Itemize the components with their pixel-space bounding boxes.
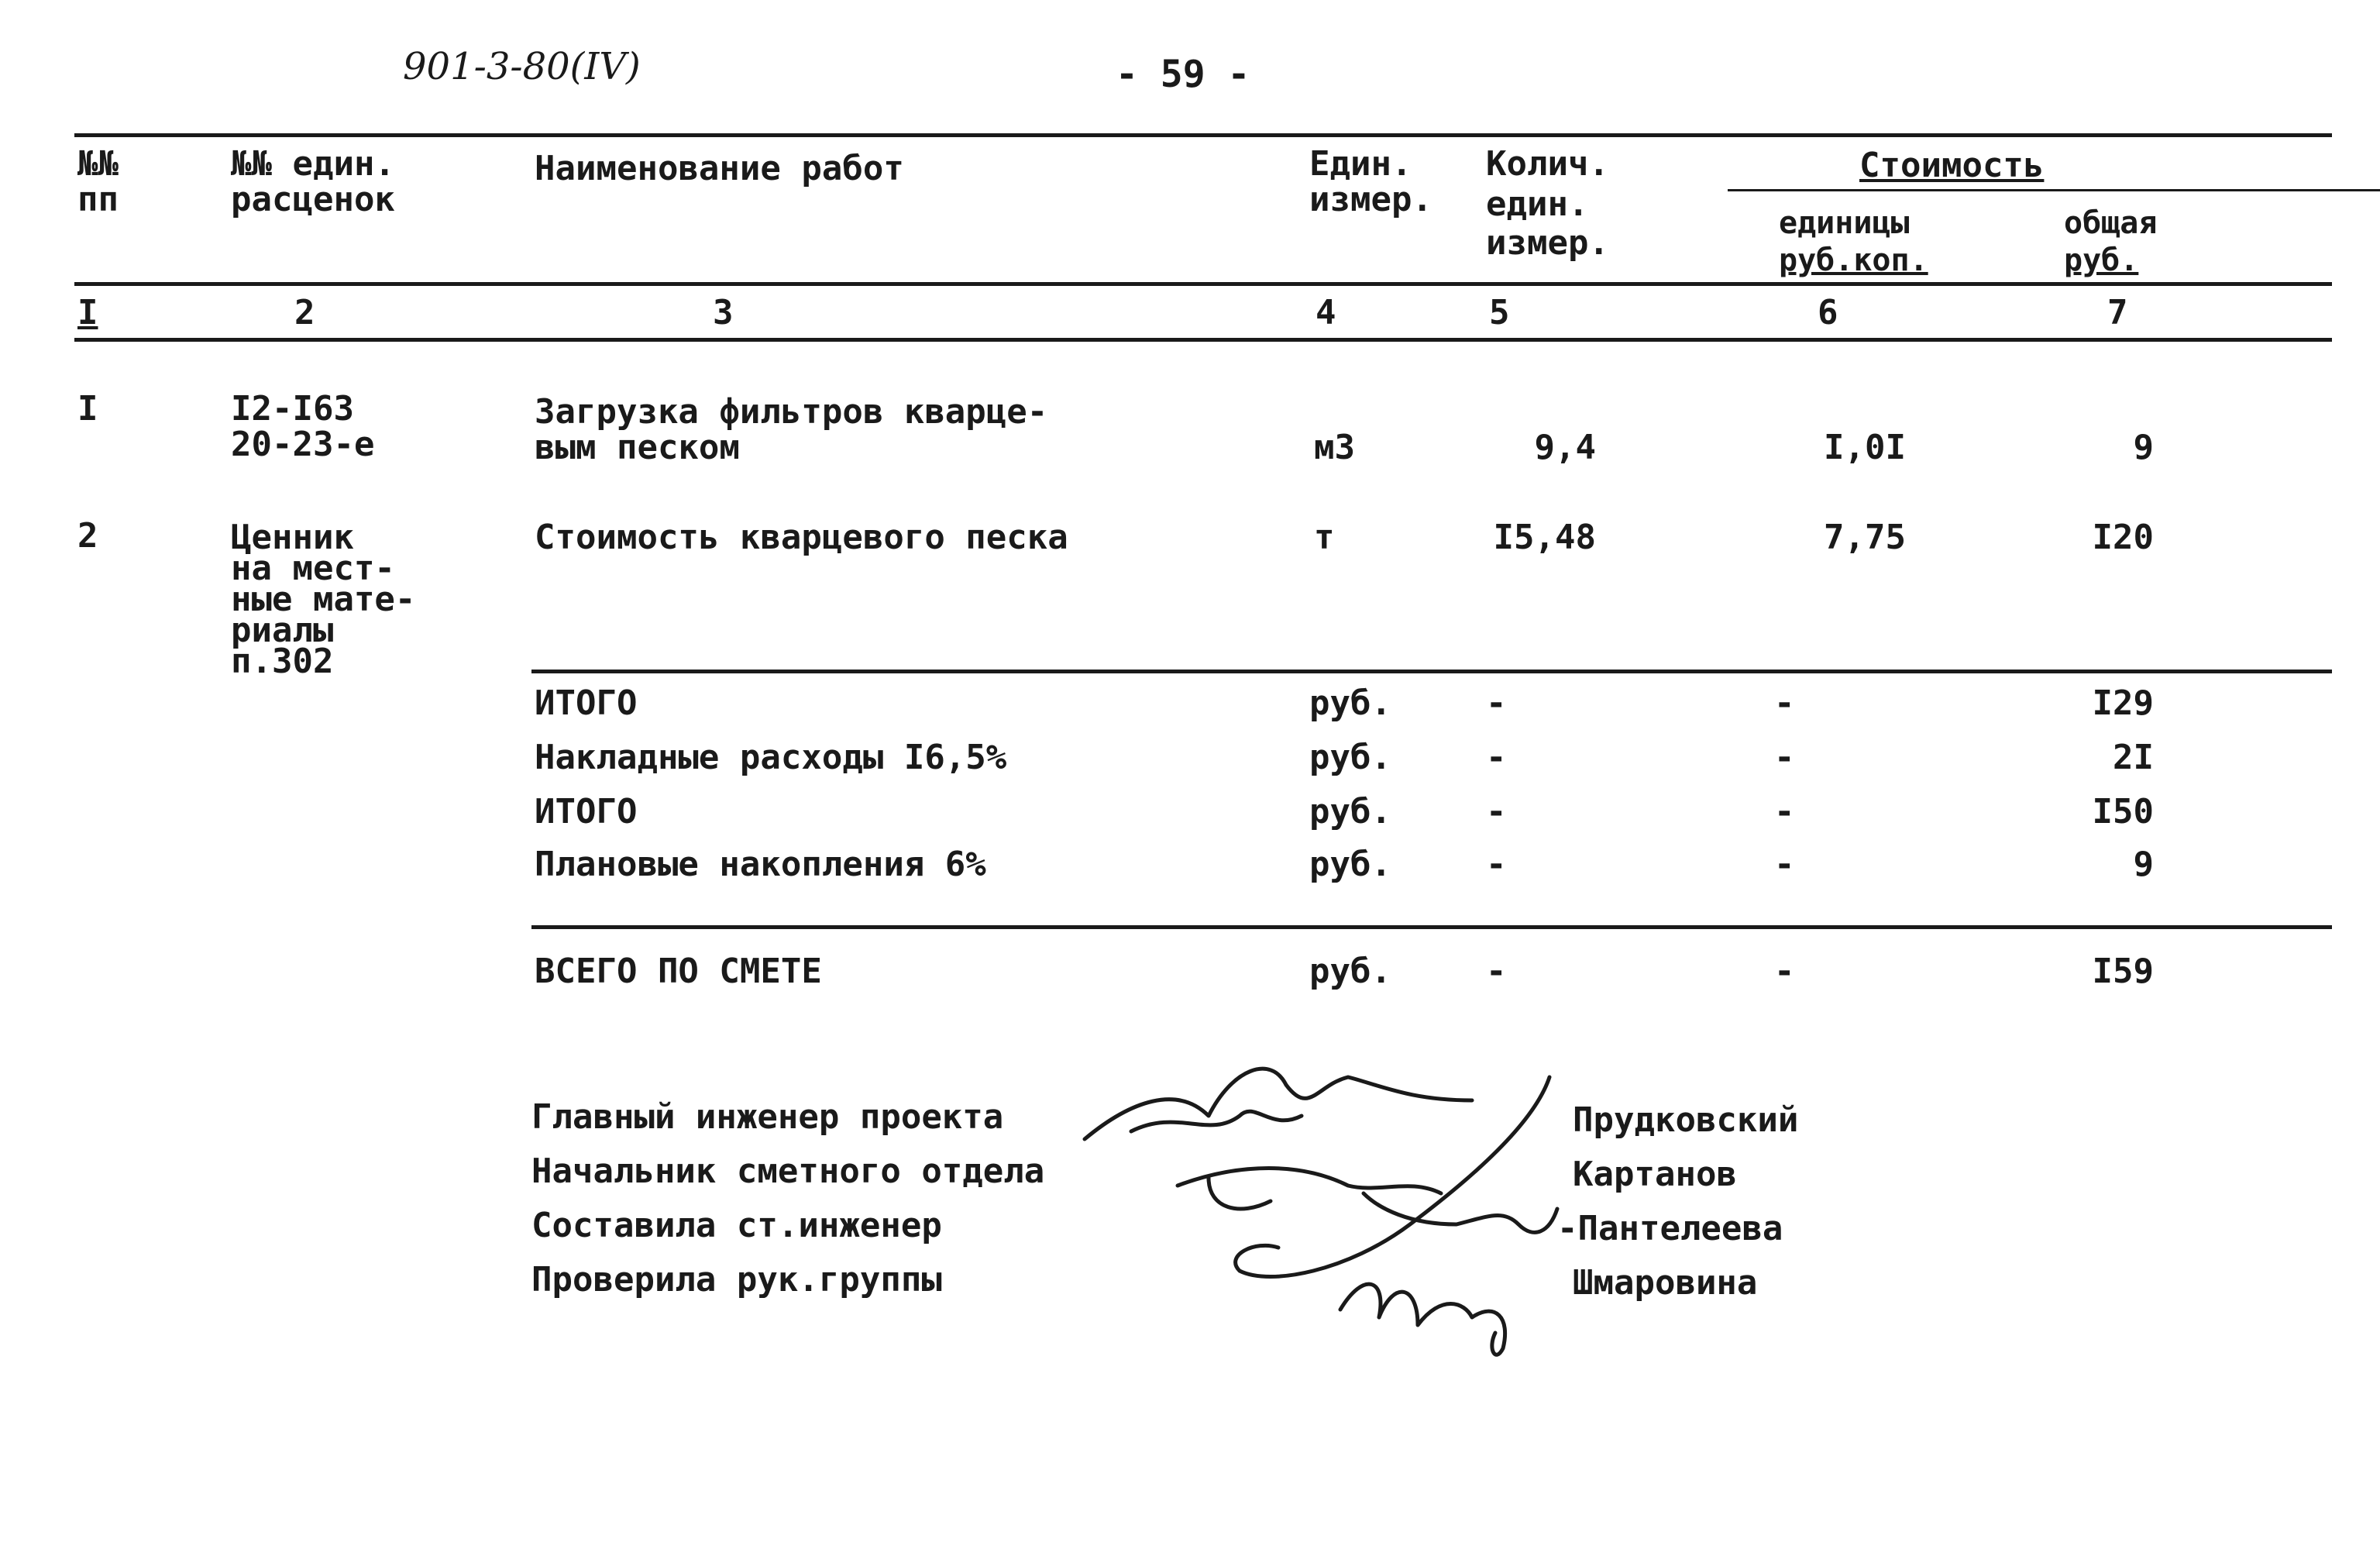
summary-qty: - [1486, 683, 1507, 723]
signature-role: Составила ст.инженер [531, 1206, 942, 1245]
summary-name: ИТОГО [535, 792, 638, 831]
column-number-3: 3 [713, 293, 734, 332]
summary-unit-cost: - [1774, 738, 1795, 777]
column-number-1: I [77, 293, 98, 332]
header-col6-line2: руб.коп. [1779, 243, 1928, 278]
row-name-line: Стоимость кварцевого песка [535, 518, 1068, 557]
row-code-line: п.302 [231, 642, 334, 681]
row-code-line: риалы [231, 611, 334, 650]
summary-unit-cost: - [1774, 683, 1795, 723]
summary-total: 2I [2113, 738, 2154, 777]
summary-name: ИТОГО [535, 683, 638, 723]
header-col2-line1: №№ един. [231, 144, 395, 184]
header-col1-line2: пп [77, 180, 119, 219]
column-number-5: 5 [1489, 293, 1510, 332]
row-number: I [77, 389, 98, 429]
row-code-line: на мест- [231, 549, 395, 588]
document-code: 901-3-80(IV) [403, 45, 641, 88]
header-cost: Стоимость [1859, 146, 2045, 185]
row-number: 2 [77, 516, 98, 556]
row-unit-cost: 7,75 [1824, 518, 1906, 557]
signature-role: Проверила рук.группы [531, 1260, 942, 1300]
grand-total-value: I59 [2092, 952, 2154, 991]
summary-qty: - [1486, 738, 1507, 777]
row-name-line: вым песком [535, 428, 740, 467]
summary-unit: руб. [1309, 683, 1391, 723]
grand-total-unit: руб. [1309, 952, 1391, 991]
summary-unit-cost: - [1774, 845, 1795, 884]
row-quantity: I5,48 [1493, 518, 1596, 557]
signature-role: Начальник сметного отдела [531, 1152, 1045, 1191]
column-number-7: 7 [2107, 293, 2128, 332]
header-col2-line2: расценок [231, 180, 395, 219]
grand-total-unit-cost: - [1774, 952, 1795, 991]
summary-total: 9 [2133, 845, 2154, 884]
row-unit: т [1314, 518, 1335, 557]
header-col5-line2: един. [1486, 184, 1589, 224]
summary-unit-cost: - [1774, 792, 1795, 831]
signature-name: Прудковский [1573, 1100, 1799, 1140]
header-col3: Наименование работ [535, 149, 904, 188]
row-unit-cost: I,0I [1824, 428, 1906, 467]
column-number-4: 4 [1316, 293, 1336, 332]
row-code-line: 20-23-е [231, 425, 375, 464]
signature-name: Шмаровина [1573, 1263, 1758, 1303]
row-unit: м3 [1314, 428, 1355, 467]
summary-qty: - [1486, 845, 1507, 884]
summary-unit: руб. [1309, 792, 1391, 831]
header-col1-line1: №№ [77, 144, 119, 184]
header-col5-line3: измер. [1486, 223, 1609, 263]
row-code-line: Ценник [231, 518, 354, 557]
summary-unit: руб. [1309, 845, 1391, 884]
header-col5-line1: Колич. [1486, 144, 1609, 184]
row-code-line: I2-I63 [231, 389, 354, 429]
page-number: - 59 - [1116, 53, 1250, 96]
summary-total: I29 [2092, 683, 2154, 723]
column-number-6: 6 [1818, 293, 1838, 332]
signature-role: Главный инженер проекта [531, 1097, 1004, 1137]
header-col4-line2: измер. [1309, 180, 1432, 219]
summary-name: Накладные расходы I6,5% [535, 738, 1007, 777]
header-col7-line2: руб. [2064, 243, 2139, 278]
signature-name: Картанов [1573, 1155, 1737, 1194]
row-total: 9 [2133, 428, 2154, 467]
header-col4-line1: Един. [1309, 144, 1412, 184]
summary-unit: руб. [1309, 738, 1391, 777]
grand-total-name: ВСЕГО ПО СМЕТЕ [535, 952, 822, 991]
row-name-line: Загрузка фильтров кварце- [535, 392, 1048, 432]
column-number-2: 2 [294, 293, 315, 332]
summary-name: Плановые накопления 6% [535, 845, 986, 884]
header-col7-line1: общая [2064, 205, 2158, 241]
summary-total: I50 [2092, 792, 2154, 831]
row-total: I20 [2092, 518, 2154, 557]
header-col6-line1: единицы [1779, 205, 1910, 241]
summary-qty: - [1486, 792, 1507, 831]
row-quantity: 9,4 [1534, 428, 1596, 467]
signature-name: -Пантелеева [1557, 1209, 1783, 1248]
row-code-line: ные мате- [231, 580, 416, 619]
grand-total-qty: - [1486, 952, 1507, 991]
